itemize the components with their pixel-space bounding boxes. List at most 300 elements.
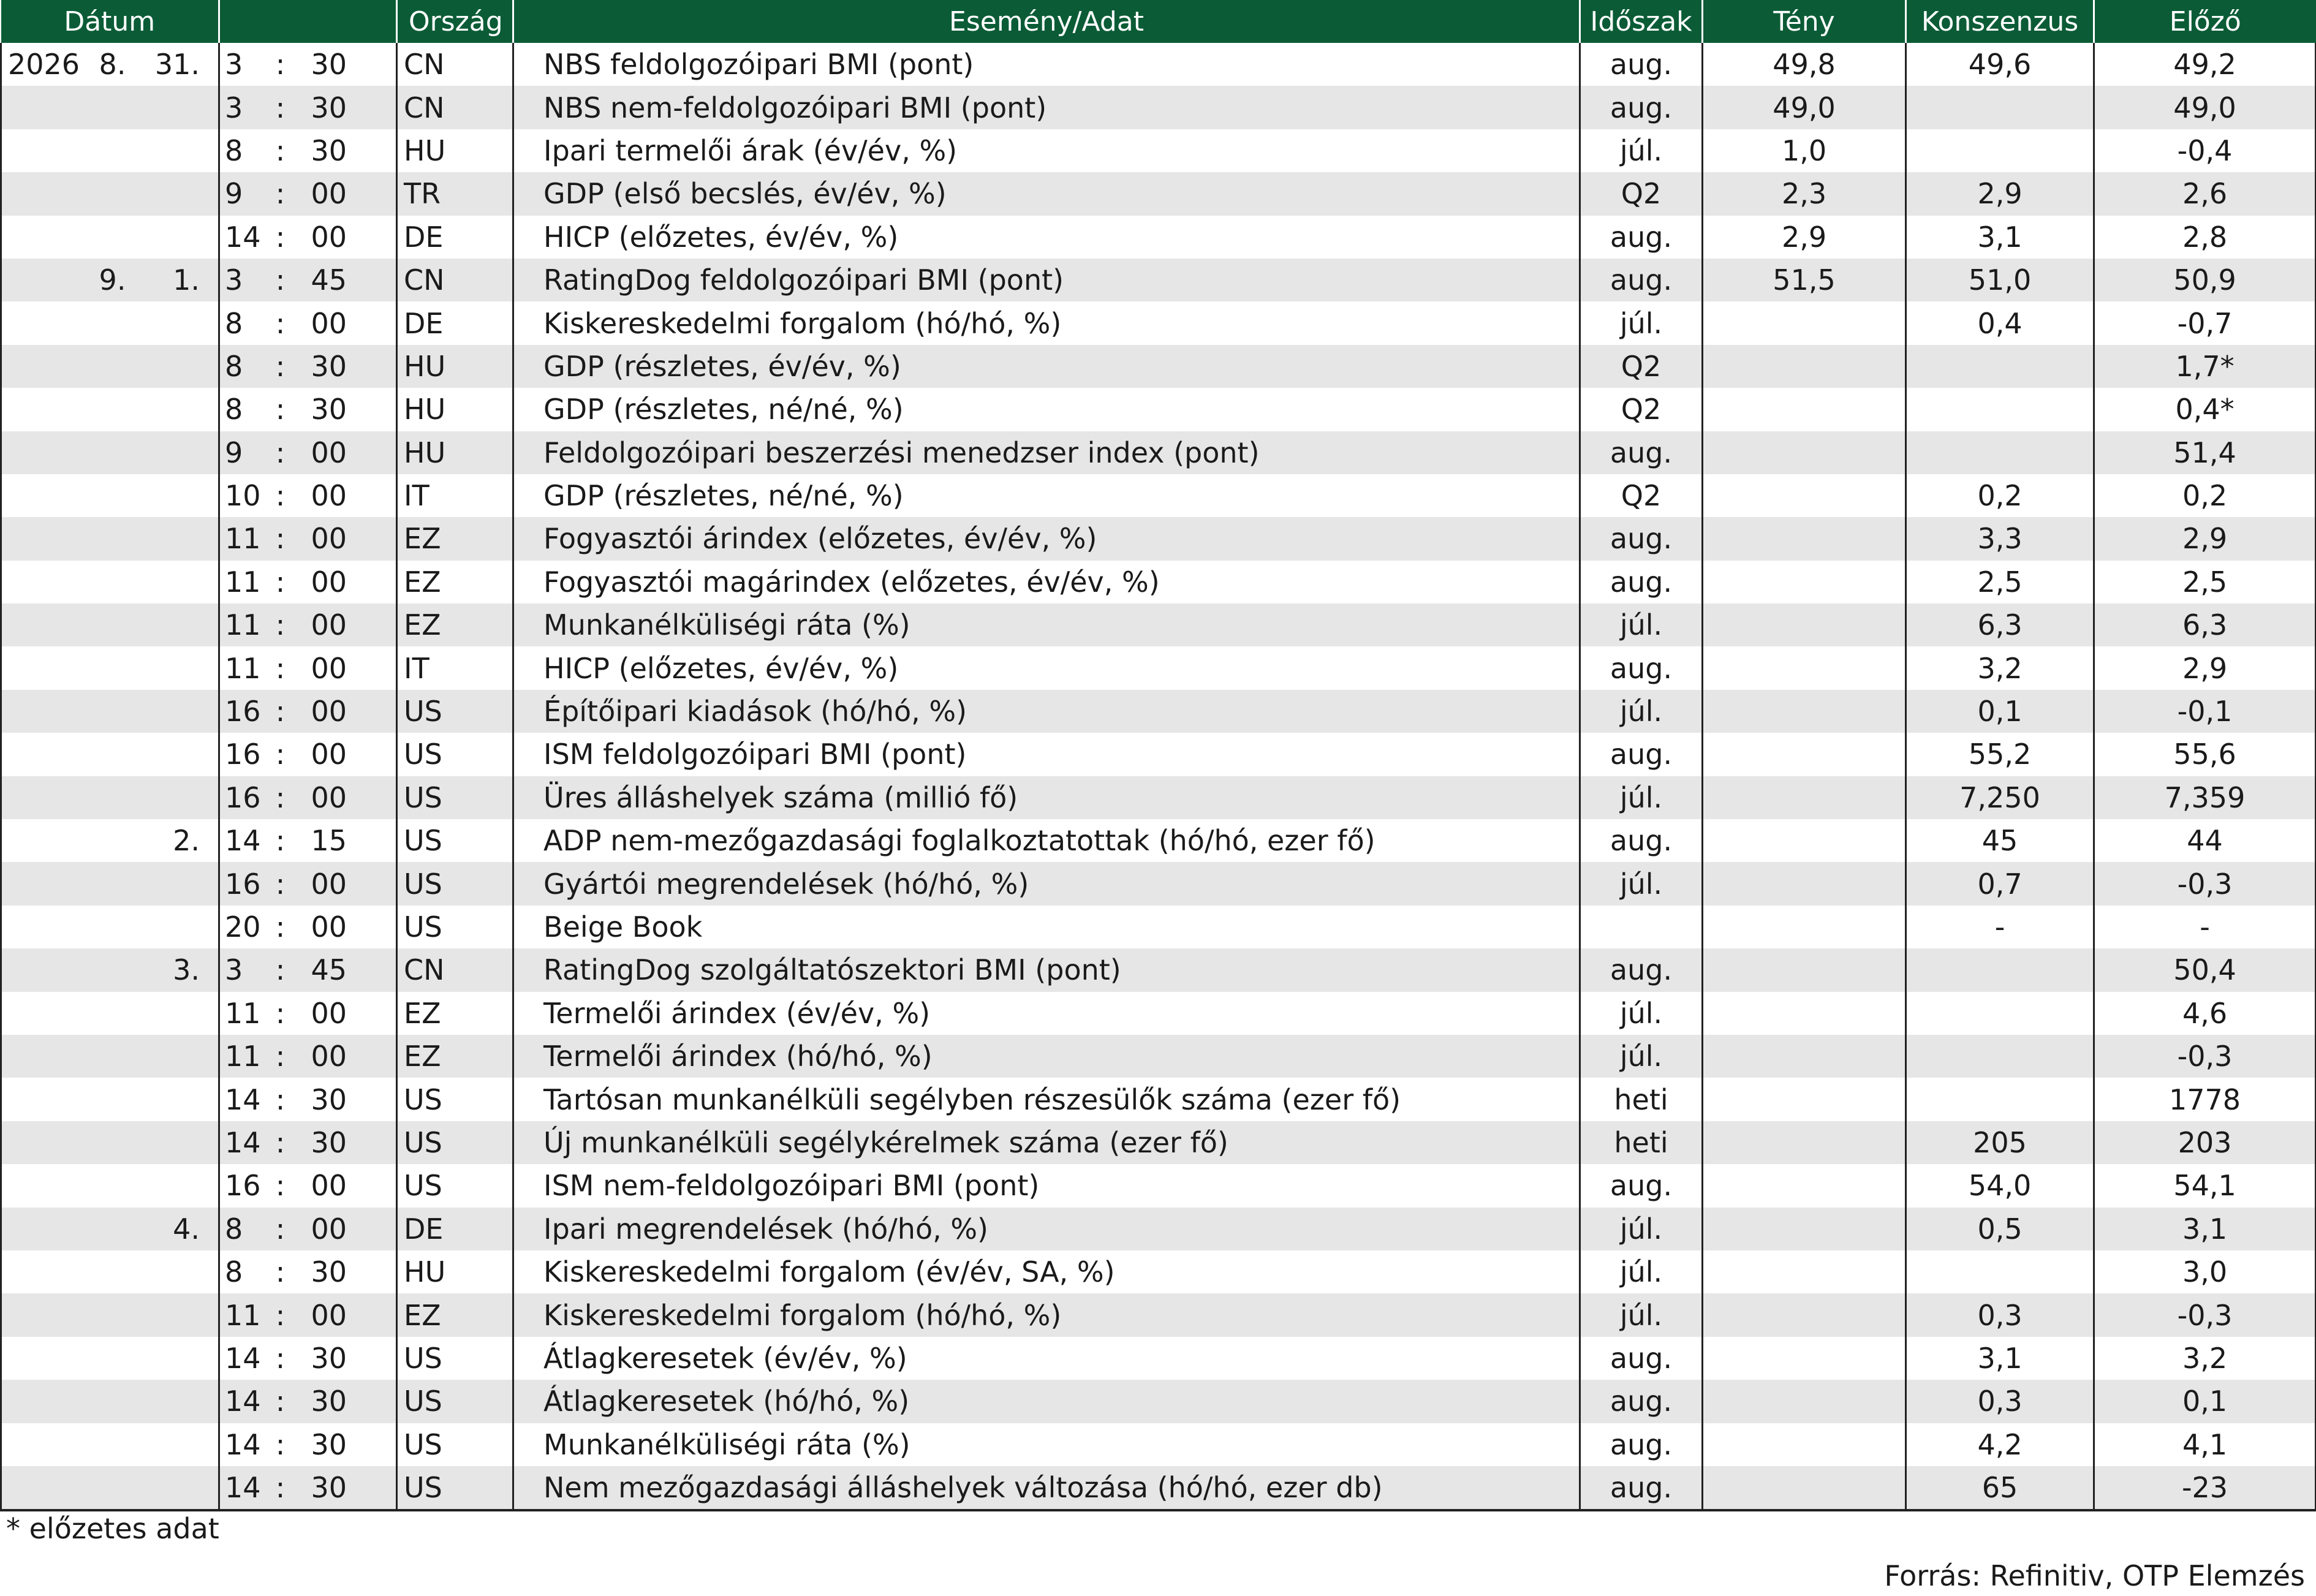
cell-previous: 1778: [2094, 1078, 2316, 1121]
cell-month: [92, 948, 134, 991]
cell-period: Q2: [1580, 172, 1703, 215]
cell-day: 31.: [134, 43, 219, 86]
cell-actual: [1703, 1423, 1906, 1466]
cell-minute: 45: [299, 259, 397, 301]
cell-actual: 49,0: [1703, 86, 1906, 129]
cell-previous: 50,9: [2094, 259, 2316, 301]
cell-previous: -0,1: [2094, 690, 2316, 733]
cell-country: DE: [397, 1208, 513, 1250]
cell-month: [92, 646, 134, 689]
cell-time-separator: :: [262, 992, 299, 1035]
cell-year: [1, 1250, 92, 1293]
cell-previous: 3,0: [2094, 1250, 2316, 1293]
table-row: [1, 733, 2316, 776]
cell-period: aug.: [1580, 1164, 1703, 1207]
table-row: [1, 603, 2316, 646]
cell-time-separator: :: [262, 1208, 299, 1250]
cell-day: [134, 1164, 219, 1207]
cell-time-separator: :: [262, 1121, 299, 1164]
cell-month: [92, 1466, 134, 1510]
cell-month: [92, 1380, 134, 1423]
cell-previous: 4,6: [2094, 992, 2316, 1035]
cell-event: Építőipari kiadások (hó/hó, %): [513, 690, 1580, 733]
cell-year: [1, 388, 92, 431]
cell-day: 4.: [134, 1208, 219, 1250]
cell-country: US: [397, 1466, 513, 1510]
cell-year: [1, 1466, 92, 1510]
cell-time-separator: :: [262, 906, 299, 948]
cell-event: GDP (első becslés, év/év, %): [513, 172, 1580, 215]
cell-event: Feldolgozóipari beszerzési menedzser index (pont): [513, 431, 1580, 474]
cell-consensus: 55,2: [1906, 733, 2094, 776]
cell-event: RatingDog szolgáltatószektori BMI (pont): [513, 948, 1580, 991]
cell-country: HU: [397, 345, 513, 388]
source-note: Forrás: Refinitiv, OTP Elemzés: [1884, 1559, 2305, 1592]
cell-consensus: [1906, 388, 2094, 431]
cell-day: [134, 301, 219, 344]
cell-country: HU: [397, 1250, 513, 1293]
cell-event: Munkanélküliségi ráta (%): [513, 603, 1580, 646]
cell-hour: 3: [219, 86, 262, 129]
cell-month: [92, 1250, 134, 1293]
cell-month: [92, 172, 134, 215]
cell-consensus: 0,3: [1906, 1293, 2094, 1336]
cell-hour: 11: [219, 1293, 262, 1336]
cell-minute: 00: [299, 1035, 397, 1078]
cell-month: [92, 862, 134, 905]
cell-time-separator: :: [262, 603, 299, 646]
cell-day: [134, 172, 219, 215]
cell-minute: 30: [299, 1380, 397, 1423]
cell-time-separator: :: [262, 1380, 299, 1423]
cell-minute: 00: [299, 431, 397, 474]
cell-event: NBS feldolgozóipari BMI (pont): [513, 43, 1580, 86]
cell-time-separator: :: [262, 345, 299, 388]
cell-time-separator: :: [262, 388, 299, 431]
cell-consensus: 3,2: [1906, 646, 2094, 689]
cell-month: [92, 1337, 134, 1380]
cell-day: [134, 1250, 219, 1293]
cell-consensus: 6,3: [1906, 603, 2094, 646]
cell-hour: 8: [219, 388, 262, 431]
cell-event: Nem mezőgazdasági álláshelyek változása (hó/hó, ezer db): [513, 1466, 1580, 1510]
cell-month: [92, 1293, 134, 1336]
cell-previous: 0,4*: [2094, 388, 2316, 431]
cell-country: CN: [397, 259, 513, 301]
cell-month: [92, 1035, 134, 1078]
cell-actual: 51,5: [1703, 259, 1906, 301]
table-row: [1, 1035, 2316, 1078]
cell-period: heti: [1580, 1121, 1703, 1164]
cell-year: [1, 129, 92, 172]
header-country: Ország: [397, 0, 513, 43]
cell-consensus: 2,9: [1906, 172, 2094, 215]
cell-day: [134, 345, 219, 388]
cell-hour: 14: [219, 1121, 262, 1164]
cell-actual: [1703, 776, 1906, 819]
cell-time-separator: :: [262, 646, 299, 689]
cell-hour: 9: [219, 172, 262, 215]
cell-period: júl.: [1580, 1208, 1703, 1250]
cell-previous: 6,3: [2094, 603, 2316, 646]
cell-consensus: 0,2: [1906, 474, 2094, 517]
cell-period: heti: [1580, 1078, 1703, 1121]
cell-time-separator: :: [262, 431, 299, 474]
cell-period: júl.: [1580, 129, 1703, 172]
cell-consensus: [1906, 1078, 2094, 1121]
cell-day: [134, 776, 219, 819]
cell-event: GDP (részletes, né/né, %): [513, 388, 1580, 431]
cell-period: aug.: [1580, 259, 1703, 301]
cell-hour: 14: [219, 1337, 262, 1380]
cell-previous: 1,7*: [2094, 345, 2316, 388]
cell-hour: 14: [219, 1423, 262, 1466]
cell-hour: 20: [219, 906, 262, 948]
cell-event: Fogyasztói árindex (előzetes, év/év, %): [513, 517, 1580, 560]
cell-country: EZ: [397, 1035, 513, 1078]
table-row: [1, 1293, 2316, 1336]
cell-period: aug.: [1580, 1380, 1703, 1423]
table-row: [1, 646, 2316, 689]
cell-minute: 00: [299, 906, 397, 948]
cell-hour: 3: [219, 259, 262, 301]
cell-country: HU: [397, 431, 513, 474]
cell-country: EZ: [397, 517, 513, 560]
cell-previous: 54,1: [2094, 1164, 2316, 1207]
cell-actual: [1703, 906, 1906, 948]
cell-minute: 00: [299, 301, 397, 344]
cell-day: [134, 690, 219, 733]
cell-minute: 30: [299, 129, 397, 172]
cell-consensus: 45: [1906, 819, 2094, 862]
cell-day: [134, 603, 219, 646]
table-row: [1, 1466, 2316, 1510]
footnote: * előzetes adat: [6, 1512, 219, 1545]
cell-day: [134, 388, 219, 431]
table-row: [1, 1337, 2316, 1380]
cell-previous: 55,6: [2094, 733, 2316, 776]
cell-hour: 14: [219, 1078, 262, 1121]
cell-day: [134, 431, 219, 474]
cell-consensus: 205: [1906, 1121, 2094, 1164]
cell-consensus: 0,7: [1906, 862, 2094, 905]
cell-event: GDP (részletes, né/né, %): [513, 474, 1580, 517]
cell-time-separator: :: [262, 216, 299, 259]
table-row: [1, 1078, 2316, 1121]
cell-month: [92, 561, 134, 603]
cell-period: aug.: [1580, 948, 1703, 991]
cell-year: [1, 992, 92, 1035]
cell-day: [134, 1121, 219, 1164]
cell-event: ISM feldolgozóipari BMI (pont): [513, 733, 1580, 776]
cell-consensus: 51,0: [1906, 259, 2094, 301]
cell-period: júl.: [1580, 992, 1703, 1035]
cell-actual: [1703, 1380, 1906, 1423]
cell-country: US: [397, 1337, 513, 1380]
cell-consensus: [1906, 431, 2094, 474]
cell-period: aug.: [1580, 561, 1703, 603]
header-time: [219, 0, 397, 43]
cell-month: 8.: [92, 43, 134, 86]
cell-previous: 2,9: [2094, 517, 2316, 560]
cell-actual: 1,0: [1703, 129, 1906, 172]
cell-consensus: 2,5: [1906, 561, 2094, 603]
cell-previous: 2,5: [2094, 561, 2316, 603]
cell-month: [92, 216, 134, 259]
cell-time-separator: :: [262, 561, 299, 603]
cell-actual: [1703, 345, 1906, 388]
cell-year: [1, 906, 92, 948]
cell-year: [1, 690, 92, 733]
cell-month: [92, 733, 134, 776]
cell-hour: 11: [219, 646, 262, 689]
cell-minute: 00: [299, 690, 397, 733]
cell-country: IT: [397, 646, 513, 689]
table-row: [1, 906, 2316, 948]
cell-minute: 00: [299, 776, 397, 819]
cell-month: [92, 1208, 134, 1250]
cell-year: [1, 1293, 92, 1336]
cell-hour: 10: [219, 474, 262, 517]
cell-month: [92, 1121, 134, 1164]
header-actual: Tény: [1703, 0, 1906, 43]
cell-minute: 30: [299, 86, 397, 129]
cell-year: [1, 474, 92, 517]
cell-minute: 00: [299, 1293, 397, 1336]
cell-time-separator: :: [262, 474, 299, 517]
cell-event: HICP (előzetes, év/év, %): [513, 216, 1580, 259]
cell-year: [1, 86, 92, 129]
table-row: [1, 345, 2316, 388]
cell-minute: 00: [299, 1164, 397, 1207]
cell-year: [1, 1078, 92, 1121]
cell-country: US: [397, 733, 513, 776]
table-row: [1, 862, 2316, 905]
cell-day: [134, 992, 219, 1035]
cell-time-separator: :: [262, 1250, 299, 1293]
cell-year: [1, 603, 92, 646]
cell-previous: 0,2: [2094, 474, 2316, 517]
cell-period: júl.: [1580, 301, 1703, 344]
cell-previous: 44: [2094, 819, 2316, 862]
cell-year: [1, 1380, 92, 1423]
cell-time-separator: :: [262, 1337, 299, 1380]
cell-minute: 00: [299, 862, 397, 905]
cell-country: US: [397, 862, 513, 905]
cell-minute: 00: [299, 733, 397, 776]
cell-previous: 0,1: [2094, 1380, 2316, 1423]
cell-day: [134, 862, 219, 905]
cell-hour: 3: [219, 43, 262, 86]
cell-month: [92, 819, 134, 862]
table-row: [1, 474, 2316, 517]
cell-minute: 00: [299, 1208, 397, 1250]
cell-year: [1, 819, 92, 862]
cell-day: [134, 129, 219, 172]
cell-hour: 11: [219, 1035, 262, 1078]
cell-hour: 14: [219, 1380, 262, 1423]
table-row: [1, 948, 2316, 991]
cell-minute: 30: [299, 1121, 397, 1164]
cell-day: [134, 1293, 219, 1336]
cell-period: aug.: [1580, 1337, 1703, 1380]
table-row: [1, 992, 2316, 1035]
cell-country: EZ: [397, 561, 513, 603]
cell-year: [1, 733, 92, 776]
cell-year: [1, 1121, 92, 1164]
cell-event: Ipari megrendelések (hó/hó, %): [513, 1208, 1580, 1250]
cell-country: US: [397, 1121, 513, 1164]
cell-year: [1, 646, 92, 689]
cell-country: US: [397, 776, 513, 819]
cell-month: [92, 474, 134, 517]
header-previous: Előző: [2094, 0, 2316, 43]
table-row: [1, 172, 2316, 215]
cell-actual: [1703, 690, 1906, 733]
cell-consensus: 0,4: [1906, 301, 2094, 344]
table-header: [1, 0, 2316, 43]
cell-hour: 11: [219, 517, 262, 560]
cell-year: [1, 216, 92, 259]
cell-minute: 00: [299, 603, 397, 646]
table-row: [1, 431, 2316, 474]
cell-period: aug.: [1580, 86, 1703, 129]
cell-day: [134, 1337, 219, 1380]
cell-country: US: [397, 690, 513, 733]
cell-actual: [1703, 1035, 1906, 1078]
cell-period: aug.: [1580, 733, 1703, 776]
cell-time-separator: :: [262, 172, 299, 215]
cell-previous: 203: [2094, 1121, 2316, 1164]
cell-year: [1, 431, 92, 474]
cell-consensus: 0,5: [1906, 1208, 2094, 1250]
header-date: Dátum: [1, 0, 219, 43]
cell-day: 3.: [134, 948, 219, 991]
cell-previous: -0,3: [2094, 1035, 2316, 1078]
cell-previous: 51,4: [2094, 431, 2316, 474]
cell-previous: 3,1: [2094, 1208, 2316, 1250]
cell-event: Fogyasztói magárindex (előzetes, év/év, %): [513, 561, 1580, 603]
cell-event: ISM nem-feldolgozóipari BMI (pont): [513, 1164, 1580, 1207]
cell-country: DE: [397, 301, 513, 344]
cell-hour: 9: [219, 431, 262, 474]
cell-period: Q2: [1580, 474, 1703, 517]
cell-period: aug.: [1580, 43, 1703, 86]
table-row: [1, 776, 2316, 819]
cell-year: [1, 948, 92, 991]
cell-country: DE: [397, 216, 513, 259]
cell-time-separator: :: [262, 1293, 299, 1336]
cell-month: [92, 906, 134, 948]
cell-year: [1, 862, 92, 905]
cell-event: NBS nem-feldolgozóipari BMI (pont): [513, 86, 1580, 129]
cell-country: US: [397, 1380, 513, 1423]
cell-hour: 16: [219, 862, 262, 905]
cell-actual: [1703, 1337, 1906, 1380]
cell-day: [134, 1078, 219, 1121]
cell-consensus: [1906, 345, 2094, 388]
header-row: [1, 0, 2316, 43]
cell-actual: [1703, 1208, 1906, 1250]
cell-minute: 30: [299, 345, 397, 388]
table-row: [1, 1423, 2316, 1466]
cell-period: júl.: [1580, 1035, 1703, 1078]
cell-country: IT: [397, 474, 513, 517]
cell-consensus: 65: [1906, 1466, 2094, 1510]
cell-period: júl.: [1580, 1250, 1703, 1293]
cell-period: júl.: [1580, 776, 1703, 819]
cell-consensus: [1906, 992, 2094, 1035]
cell-month: [92, 1423, 134, 1466]
cell-minute: 30: [299, 1337, 397, 1380]
cell-period: Q2: [1580, 388, 1703, 431]
cell-previous: -0,4: [2094, 129, 2316, 172]
cell-period: júl.: [1580, 862, 1703, 905]
cell-country: US: [397, 1423, 513, 1466]
cell-month: [92, 301, 134, 344]
cell-event: Gyártói megrendelések (hó/hó, %): [513, 862, 1580, 905]
cell-time-separator: :: [262, 301, 299, 344]
cell-actual: [1703, 1164, 1906, 1207]
cell-actual: [1703, 646, 1906, 689]
cell-period: aug.: [1580, 517, 1703, 560]
cell-month: [92, 431, 134, 474]
cell-year: [1, 1164, 92, 1207]
cell-year: 2026: [1, 43, 92, 86]
cell-consensus: [1906, 1250, 2094, 1293]
cell-minute: 30: [299, 1423, 397, 1466]
cell-day: 2.: [134, 819, 219, 862]
cell-minute: 30: [299, 388, 397, 431]
cell-event: Termelői árindex (hó/hó, %): [513, 1035, 1580, 1078]
table-row: [1, 43, 2316, 86]
cell-minute: 00: [299, 561, 397, 603]
cell-year: [1, 301, 92, 344]
cell-previous: -0,3: [2094, 1293, 2316, 1336]
table-row: [1, 216, 2316, 259]
cell-actual: [1703, 603, 1906, 646]
cell-previous: 49,0: [2094, 86, 2316, 129]
cell-month: [92, 86, 134, 129]
cell-actual: [1703, 1250, 1906, 1293]
cell-month: [92, 1078, 134, 1121]
cell-year: [1, 1423, 92, 1466]
cell-time-separator: :: [262, 733, 299, 776]
cell-day: [134, 1035, 219, 1078]
header-period: Időszak: [1580, 0, 1703, 43]
header-event: Esemény/Adat: [513, 0, 1580, 43]
cell-time-separator: :: [262, 517, 299, 560]
cell-time-separator: :: [262, 86, 299, 129]
table-row: [1, 1208, 2316, 1250]
cell-actual: 49,8: [1703, 43, 1906, 86]
cell-consensus: 3,1: [1906, 1337, 2094, 1380]
cell-event: RatingDog feldolgozóipari BMI (pont): [513, 259, 1580, 301]
table-row: [1, 301, 2316, 344]
cell-previous: 4,1: [2094, 1423, 2316, 1466]
cell-actual: [1703, 474, 1906, 517]
cell-hour: 16: [219, 776, 262, 819]
cell-consensus: 7,250: [1906, 776, 2094, 819]
cell-actual: [1703, 517, 1906, 560]
cell-period: aug.: [1580, 216, 1703, 259]
cell-day: [134, 86, 219, 129]
cell-event: Új munkanélküli segélykérelmek száma (ezer fő): [513, 1121, 1580, 1164]
cell-actual: [1703, 948, 1906, 991]
cell-minute: 45: [299, 948, 397, 991]
cell-year: [1, 345, 92, 388]
cell-period: aug.: [1580, 819, 1703, 862]
